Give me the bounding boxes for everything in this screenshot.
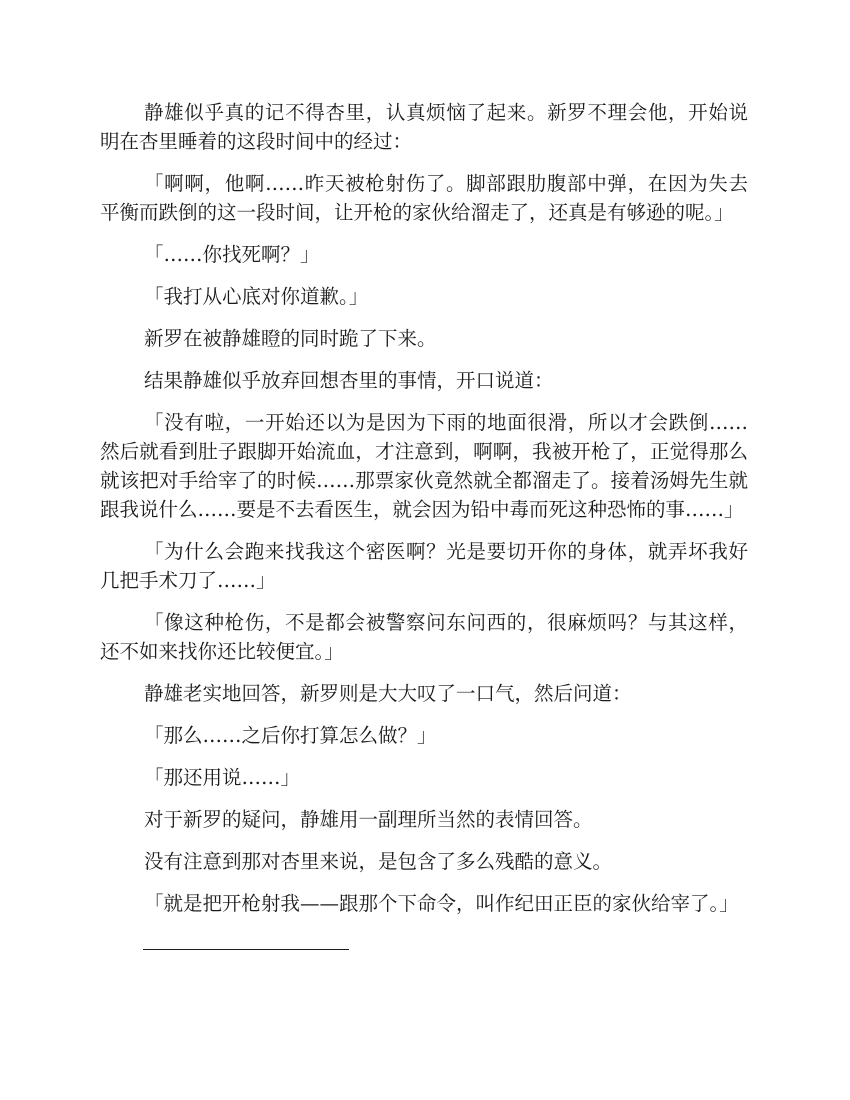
- paragraph: 新罗在被静雄瞪的同时跪了下来。: [144, 327, 437, 350]
- paragraph: 「我打从心底对你道歉。」: [144, 285, 369, 308]
- paragraph: 「……你找死啊？」: [144, 243, 320, 266]
- paragraph: 没有注意到那对杏里来说，是包含了多么残酷的意义。: [144, 850, 613, 873]
- section-divider: [143, 949, 349, 950]
- document-body: [100, 98, 748, 931]
- paragraph: 静雄老实地回答，新罗则是大大叹了一口气，然后问道：: [144, 682, 632, 705]
- paragraph: 对于新罗的疑问，静雄用一副理所当然的表情回答。: [144, 808, 593, 831]
- paragraph: 「像这种枪伤，不是都会被警察问东问西的，很麻烦吗？与其这样，还不如来找你还比较便宜。」: [100, 611, 748, 663]
- paragraph: 静雄似乎真的记不得杏里，认真烦恼了起来。新罗不理会他，开始说明在杏里睡着的这段时间中的经过：: [100, 101, 748, 153]
- paragraph: 「没有啦，一开始还以为是因为下雨的地面很滑，所以才会跌倒……然后就看到肚子跟脚开始流血，才注意到，啊啊，我被开枪了，正觉得那么就该把对手给宰了的时候……那票家伙竟然就全都溜走了。接着汤姆先生就跟我说什么……要是不去看医生，就会因为铅中毒而死这种恐怖的事……」: [100, 411, 748, 521]
- paragraph: 「那么……之后你打算怎么做？」: [144, 724, 437, 747]
- paragraph: 结果静雄似乎放弃回想杏里的事情，开口说道：: [144, 369, 554, 392]
- paragraph: 「啊啊，他啊……昨天被枪射伤了。脚部跟肋腹部中弹，在因为失去平衡而跌倒的这一段时间，让开枪的家伙给溜走了，还真是有够逊的呢。」: [100, 172, 748, 224]
- paragraph: 「那还用说……」: [144, 766, 301, 789]
- paragraph: 「就是把开枪射我——跟那个下命令，叫作纪田正臣的家伙给宰了。」: [144, 892, 739, 915]
- paragraph: 「为什么会跑来找我这个密医啊？光是要切开你的身体，就弄坏我好几把手术刀了……」: [100, 540, 748, 592]
